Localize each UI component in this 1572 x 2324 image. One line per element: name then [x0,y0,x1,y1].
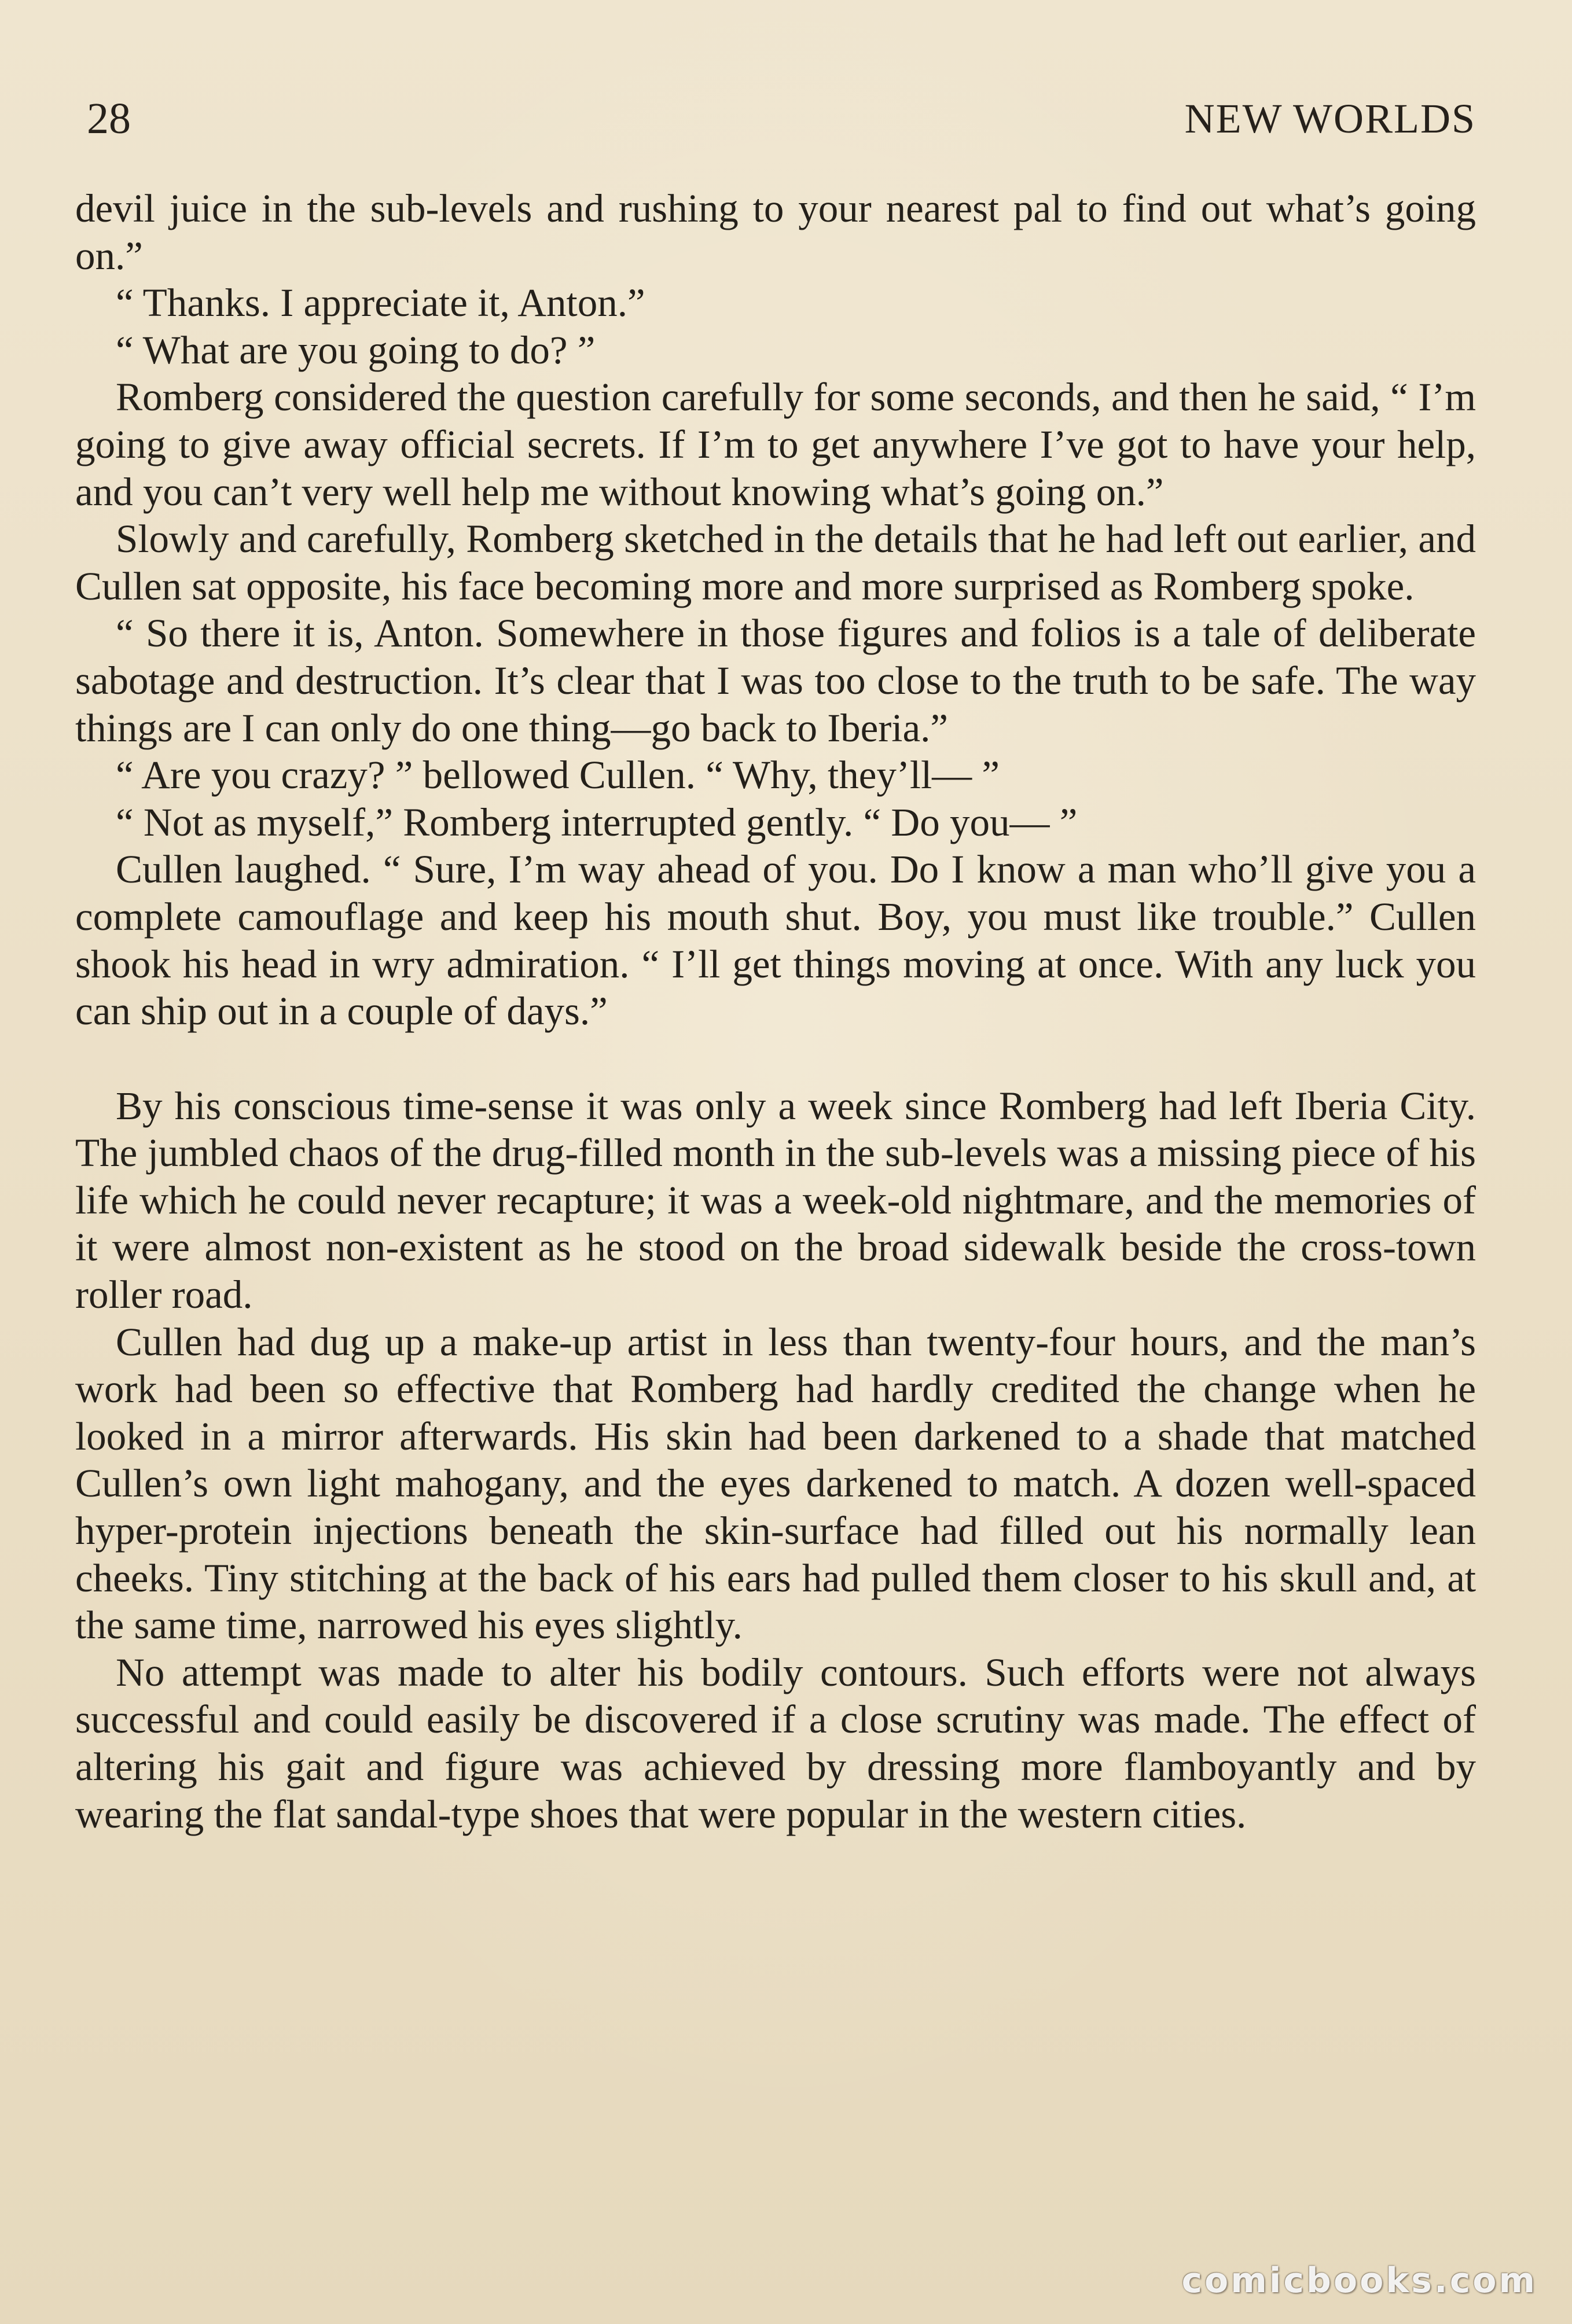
paragraph: “ Not as myself,” Romberg interrupted gently. “ Do you— ” [116,800,1078,844]
page-number: 28 [87,94,131,143]
body-text [75,185,1476,1838]
paragraph: devil juice in the sub-levels and rushing to your nearest pal to find out what’s going on.” [75,186,1476,278]
paragraph: “ Are you crazy? ” bellowed Cullen. “ Why, they’ll— ” [116,753,1000,797]
paragraph: Cullen laughed. “ Sure, I’m way ahead of you. Do I know a man who’ll give you a complete camouflage and keep his mouth shut. Boy, you must like trouble.” Cullen shook his head in wry admiration. “ I’ll get things moving at once. With any luck you can ship out in a couple of days.” [75,847,1476,1034]
page-header [87,87,1476,150]
running-head: NEW WORLDS [1184,95,1476,142]
watermark: comicbooks.com [1181,2260,1537,2301]
paragraph: By his conscious time-sense it was only a week since Romberg had left Iberia City. The jumbled chaos of the drug-filled month in the sub-levels was a missing piece of his life which he could never recapture; it was a week-old nightmare, and the memories of it were almost non-existent as he stood on the broad sidewalk beside the cross-town roller road. [75,1083,1476,1317]
paragraph: “ What are you going to do? ” [116,328,596,372]
paragraph: “ Thanks. I appreciate it, Anton.” [116,281,645,325]
paragraph: “ So there it is, Anton. Somewhere in those figures and folios is a tale of deliberate sabotage and destruction. It’s clear that I was too close to the truth to be safe. The way things are I can only do one thing—go back to Iberia.” [75,611,1476,750]
paragraph: Romberg considered the question carefully for some seconds, and then he said, “ I’m going to give away official secrets. If I’m to get anywhere I’ve got to have your help, and you can’t very well help me without knowing what’s going on.” [75,375,1476,514]
paragraph: Cullen had dug up a make-up artist in less than twenty-four hours, and the man’s work had been so effective that Romberg had hardly credited the change when he looked in a mirror afterwards. His skin had been darkened to a shade that matched Cullen’s own light mahogany, and the eyes darkened to match. A dozen well-spaced hyper-protein injections beneath the skin-surface had filled out his normally lean cheeks. Tiny stitching at the back of his ears had pulled them closer to his skull and, at the same time, narrowed his eyes slightly. [75,1319,1476,1648]
section-break [75,1035,1476,1083]
paragraph: No attempt was made to alter his bodily contours. Such efforts were not always successful and could easily be discovered if a close scrutiny was made. The effect of altering his gait and figure was achieved by dressing more flamboyantly and by wearing the flat sandal-type shoes that were popular in the western cities. [75,1650,1476,1836]
paragraph: Slowly and carefully, Romberg sketched in the details that he had left out earlier, and Cullen sat opposite, his face becoming more and more surprised as Romberg spoke. [75,517,1476,608]
